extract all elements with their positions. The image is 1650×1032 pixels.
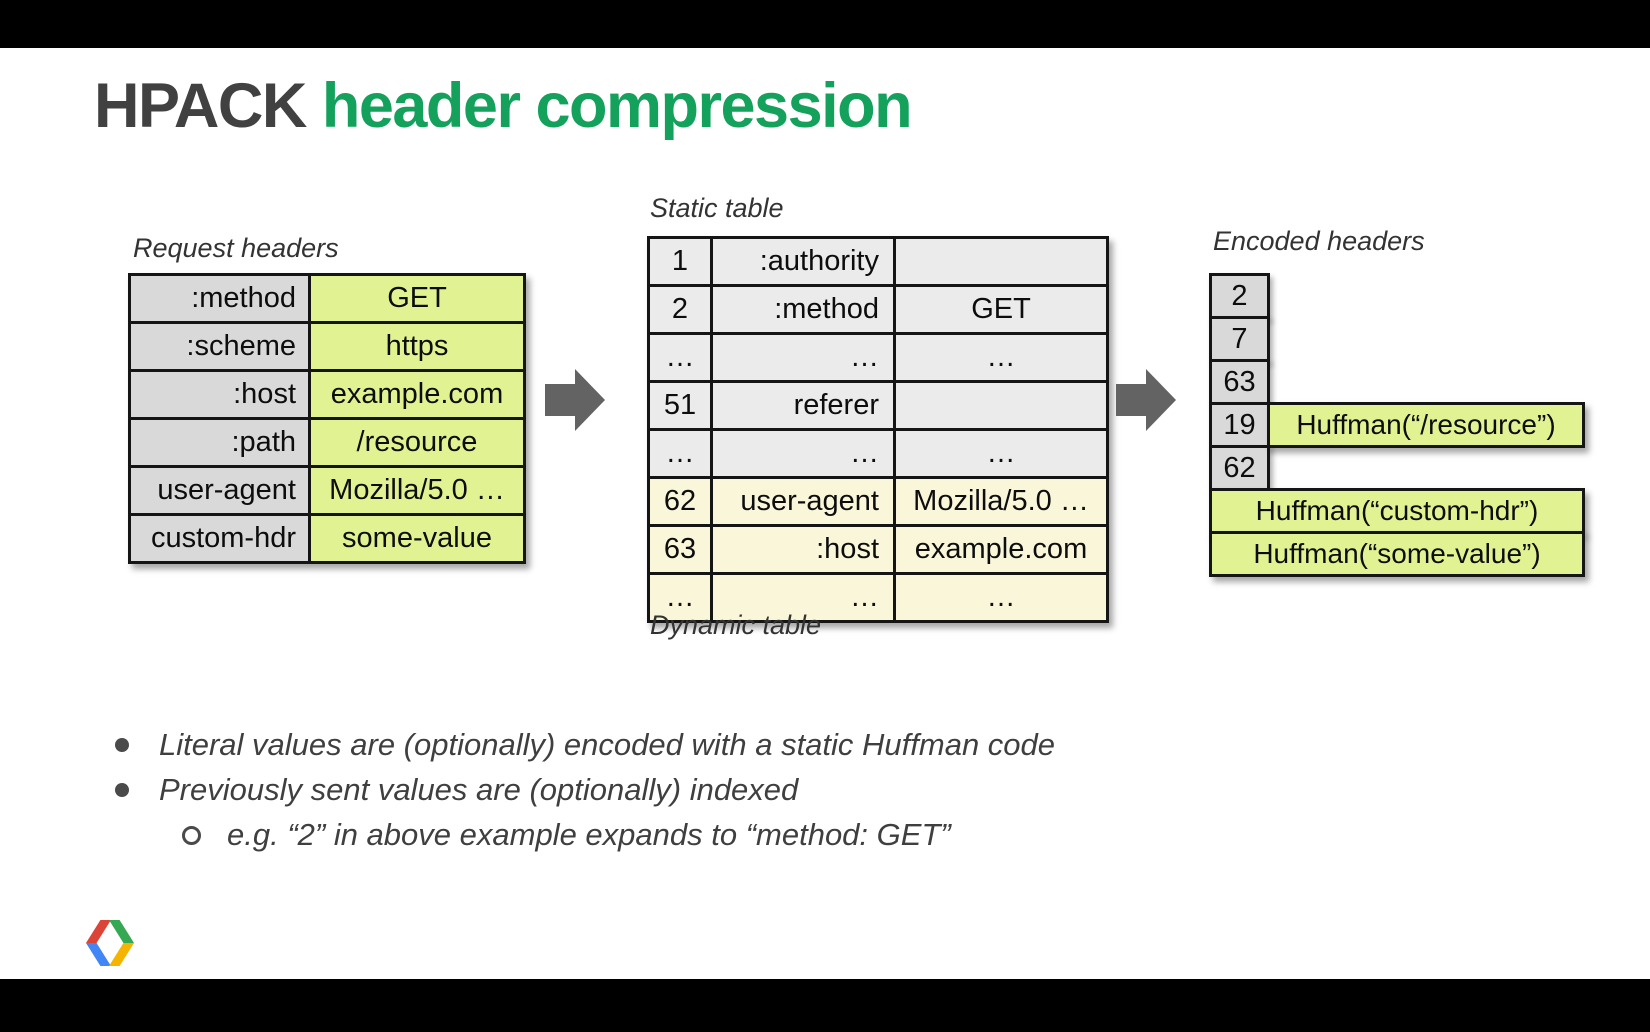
table-row — [649, 334, 1108, 382]
huffman-custom-hdr-box: Huffman(“custom-hdr”) — [1209, 488, 1585, 534]
table-row — [649, 430, 1108, 478]
request-headers-table — [128, 273, 526, 564]
request-headers-label: Request headers — [133, 233, 339, 263]
value-cell: example.com — [310, 371, 525, 419]
bullet-dot-icon — [115, 738, 129, 752]
value-cell: https — [310, 323, 525, 371]
table-row — [130, 323, 525, 371]
value-cell: Mozilla/5.0 … — [310, 467, 525, 515]
bullet-item — [115, 726, 1055, 764]
index-cell: 62 — [649, 478, 712, 526]
sub-bullet-item — [182, 816, 951, 854]
index-cell: 2 — [649, 286, 712, 334]
name-cell: … — [712, 574, 895, 622]
key-cell: :host — [130, 371, 310, 419]
encoded-index-cell: 62 — [1209, 445, 1270, 491]
table-row — [649, 238, 1108, 286]
name-cell: user-agent — [712, 478, 895, 526]
value-cell: … — [895, 430, 1108, 478]
encoded-index-cell: 2 — [1209, 273, 1270, 319]
bullet-text: e.g. “2” in above example expands to “method: GET” — [227, 817, 951, 852]
index-cell: 63 — [649, 526, 712, 574]
bullet-dot-icon — [115, 783, 129, 797]
value-cell: some-value — [310, 515, 525, 563]
google-developers-logo-icon — [86, 918, 134, 968]
value-cell: /resource — [310, 419, 525, 467]
index-cell: … — [649, 334, 712, 382]
table-row — [130, 515, 525, 563]
title-hpack: HPACK — [94, 71, 306, 141]
bullet-text: Literal values are (optionally) encoded with a static Huffman code — [159, 727, 1056, 762]
index-cell: … — [649, 430, 712, 478]
huffman-resource-box: Huffman(“/resource”) — [1267, 402, 1585, 448]
value-cell — [895, 382, 1108, 430]
value-cell: … — [895, 334, 1108, 382]
page-title — [94, 72, 911, 141]
name-cell: … — [712, 334, 895, 382]
value-cell: Mozilla/5.0 … — [895, 478, 1108, 526]
value-cell: GET — [895, 286, 1108, 334]
bullet-text: Previously sent values are (optionally) indexed — [159, 772, 799, 807]
table-row — [649, 478, 1108, 526]
static-table-label: Static table — [650, 193, 784, 223]
huffman-some-value-box: Huffman(“some-value”) — [1209, 531, 1585, 577]
dynamic-table-label: Dynamic table — [650, 610, 822, 640]
encoded-index-cell: 63 — [1209, 359, 1270, 405]
table-row — [130, 467, 525, 515]
table-row — [649, 286, 1108, 334]
key-cell: :path — [130, 419, 310, 467]
flow-arrow-icon — [545, 361, 605, 439]
encoded-index-cell: 7 — [1209, 316, 1270, 362]
name-cell: referer — [712, 382, 895, 430]
key-cell: custom-hdr — [130, 515, 310, 563]
index-cell: 1 — [649, 238, 712, 286]
table-row — [649, 382, 1108, 430]
bottom-letterbox-bar — [0, 979, 1650, 1032]
index-table — [647, 236, 1109, 623]
title-space — [306, 71, 322, 141]
name-cell: :host — [712, 526, 895, 574]
value-cell: … — [895, 574, 1108, 622]
flow-arrow-icon — [1116, 361, 1176, 439]
table-row — [649, 526, 1108, 574]
key-cell: user-agent — [130, 467, 310, 515]
key-cell: :scheme — [130, 323, 310, 371]
value-cell: example.com — [895, 526, 1108, 574]
index-cell: 51 — [649, 382, 712, 430]
top-letterbox-bar — [0, 0, 1650, 48]
table-row — [130, 371, 525, 419]
name-cell: … — [712, 430, 895, 478]
name-cell: :authority — [712, 238, 895, 286]
table-row — [130, 275, 525, 323]
value-cell — [895, 238, 1108, 286]
table-row — [130, 419, 525, 467]
title-header-compression: header compression — [321, 71, 912, 141]
value-cell: GET — [310, 275, 525, 323]
encoded-headers-label: Encoded headers — [1213, 226, 1425, 256]
key-cell: :method — [130, 275, 310, 323]
bullet-item — [115, 771, 798, 809]
encoded-index-cell: 19 — [1209, 402, 1270, 448]
name-cell: :method — [712, 286, 895, 334]
index-cell: … — [649, 574, 712, 622]
bullet-circle-icon — [182, 826, 201, 845]
